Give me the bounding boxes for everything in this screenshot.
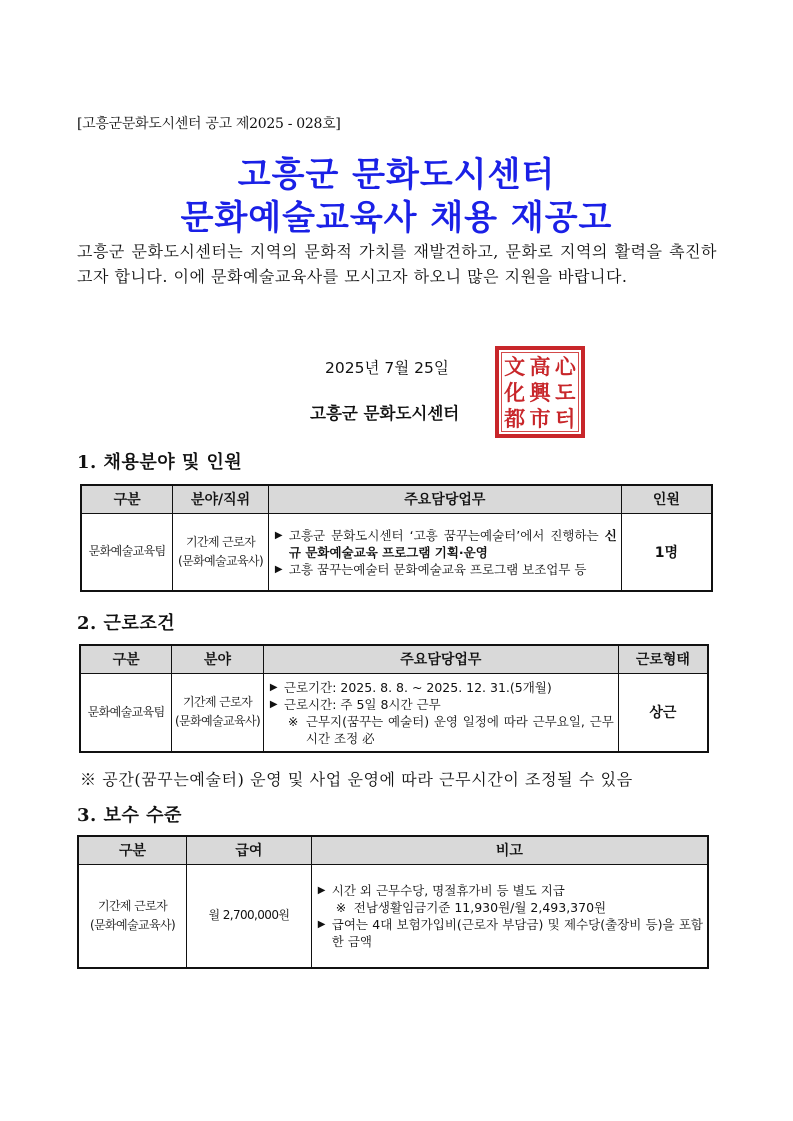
section3-heading: 3. 보수 수준 <box>77 805 182 826</box>
triangle-bullet-icon: ▶ <box>269 681 278 693</box>
living-wage-note: ※ 전남생활임금기준 11,930원/월 2,493,370원 <box>335 900 607 916</box>
position-cell <box>173 513 269 591</box>
seal-char: 市 <box>529 405 551 431</box>
section2-heading: 2. 근로조건 <box>77 613 176 634</box>
title-line-1: 고흥군 문화도시센터 <box>237 155 556 195</box>
table-row <box>81 513 712 591</box>
seal-char: 文 <box>504 353 526 379</box>
work-type-cell: 상근 <box>618 673 708 752</box>
header-position: 분야/직위 <box>173 485 269 513</box>
header-headcount: 인원 <box>621 485 712 513</box>
schedule-note: ※ 근무지(꿈꾸는 예술터) 운영 일정에 따라 근무요일, 근무시간 조정 必 <box>287 713 614 746</box>
header-salary: 급여 <box>187 836 312 864</box>
duty-highlight: 신규 문화예술교육 프로그램 기획·운영 <box>288 527 617 560</box>
header-category: 구분 <box>78 836 187 864</box>
headcount-cell: 1명 <box>621 513 712 591</box>
period-item: ▶ 근로기간: 2025. 8. 8. ~ 2025. 12. 31.(5개월) <box>269 679 552 695</box>
title-line-2: 문화예술교육사 채용 재공고 <box>180 198 613 238</box>
table-row <box>78 864 708 968</box>
triangle-bullet-icon: ▶ <box>274 563 283 575</box>
table-row <box>80 673 708 752</box>
seal-char: 興 <box>529 379 551 405</box>
position-line1: 기간제 근로자 <box>185 534 256 549</box>
header-remarks: 비고 <box>311 836 708 864</box>
remark-item: ▶ 급여는 4대 보험가입비(근로자 부담금) 및 제수당(출장비 등)을 포함한 금액 <box>317 917 703 950</box>
triangle-bullet-icon: ▶ <box>317 885 326 897</box>
official-seal <box>495 346 585 438</box>
duties-cell <box>268 513 621 591</box>
section1-heading: 1. 채용분야 및 인원 <box>77 452 243 473</box>
header-field: 분야 <box>172 645 264 673</box>
reference-mark: ※ <box>335 900 347 916</box>
position-line2: (문화예술교육사) <box>175 714 261 729</box>
duty-item: ▶ 고흥 꿈꾸는예술터 문화예술교육 프로그램 보조업무 등 <box>274 561 587 577</box>
reference-mark: ※ <box>287 713 299 729</box>
header-work-type: 근로형태 <box>618 645 708 673</box>
salary-table <box>77 835 709 969</box>
position-line1: 기간제 근로자 <box>182 695 253 710</box>
recruitment-table <box>80 484 713 592</box>
announcement-date: 2025년 7월 25일 <box>325 359 449 377</box>
hours-item: ▶ 근로시간: 주 5일 8시간 근무 <box>269 696 441 712</box>
category-cell: 문화예술교육팀 <box>80 673 172 752</box>
triangle-bullet-icon: ▶ <box>274 529 283 541</box>
remarks-cell <box>311 864 708 968</box>
header-duties: 주요담당업무 <box>263 645 618 673</box>
header-duties: 주요담당업무 <box>268 485 621 513</box>
seal-char: 心 <box>554 353 576 379</box>
seal-char: 都 <box>504 405 526 431</box>
category-cell: 문화예술교육팀 <box>81 513 173 591</box>
seal-characters <box>502 353 578 431</box>
issuer-name: 고흥군 문화도시센터 <box>310 404 460 423</box>
triangle-bullet-icon: ▶ <box>317 919 326 931</box>
intro-paragraph: 고흥군 문화도시센터는 지역의 문화적 가치를 재발견하고, 문화로 지역의 활력을 촉진하고자 합니다. 이에 문화예술교육사를 모시고자 하오니 많은 지원을 바랍니다. <box>77 242 717 286</box>
salary-cell: 월 2,700,000원 <box>187 864 312 968</box>
conditions-cell <box>263 673 618 752</box>
seal-char: 터 <box>555 405 576 431</box>
seal-char: 化 <box>504 379 526 405</box>
table-header-row <box>78 836 708 864</box>
header-category: 구분 <box>81 485 173 513</box>
position-line2: (문화예술교육사) <box>89 917 176 932</box>
header-category: 구분 <box>80 645 172 673</box>
seal-char: 도 <box>555 379 576 405</box>
remark-item: ▶ 시간 외 근무수당, 명절휴가비 등 별도 지급 <box>317 883 565 899</box>
position-line2: (문화예술교육사) <box>178 553 264 568</box>
schedule-adjustment-note: ※ 공간(꿈꾸는예술터) 운영 및 사업 운영에 따라 근무시간이 조정될 수 있음 <box>80 770 633 789</box>
triangle-bullet-icon: ▶ <box>269 698 278 710</box>
position-cell <box>78 864 187 968</box>
seal-char: 高 <box>529 353 551 379</box>
table-header-row <box>81 485 712 513</box>
duty-item: ▶ 고흥군 문화도시센터 ‘고흥 꿈꾸는예술터’에서 진행하는 신규 문화예술교육 프로그램 기획·운영 <box>274 527 617 560</box>
table-header-row <box>80 645 708 673</box>
position-line1: 기간제 근로자 <box>97 898 168 913</box>
position-cell <box>172 673 264 752</box>
working-conditions-table <box>79 644 709 753</box>
notice-number: [고흥군문화도시센터 공고 제2025 - 028호] <box>77 116 341 132</box>
